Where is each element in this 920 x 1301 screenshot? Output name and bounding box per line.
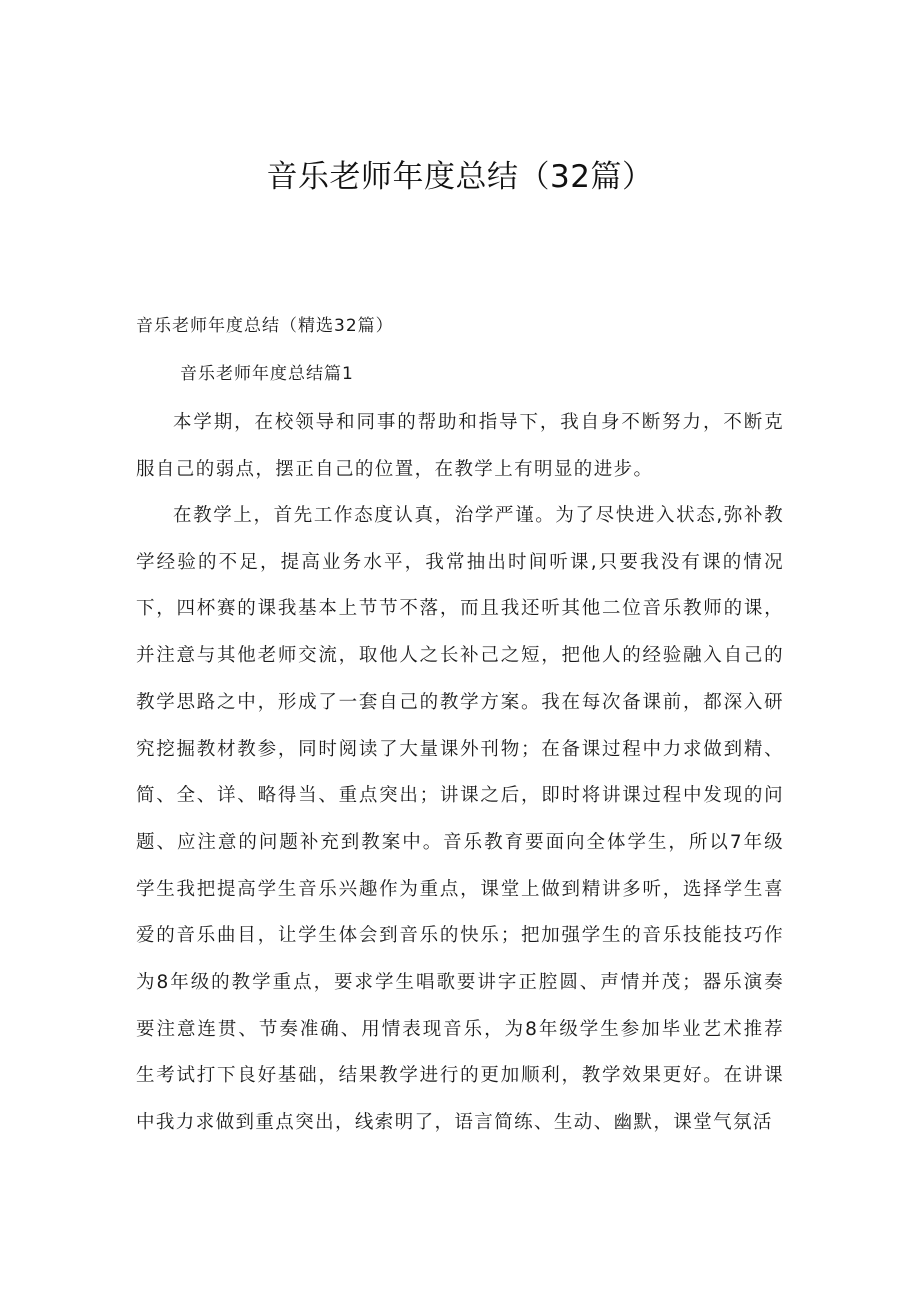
document-title: 音乐老师年度总结（32篇） [266, 159, 654, 195]
paragraph-2: 在教学上，首先工作态度认真，治学严谨。为了尽快进入状态,弥补教学经验的不足，提高业务水平，我常抽出时间听课,只要我没有课的情况下，四杯赛的课我基本上节节不落，而且我还听其他二位音乐教师的课，并注意与其他老师交流，取他人之长补己之短，把他人的经验融入自己的教学思路之中，形成了一套自己的教学方案。我在每次备课前，都深入研究挖掘教材教参，同时阅读了大量课外刊物；在备课过程中力求做到精、简、全、详、略得当、重点突出；讲课之后，即时将讲课过程中发现的问题、应注意的问题补充到教案中。音乐教育要面向全体学生，所以7年级学生我把提高学生音乐兴趣作为重点，课堂上做到精讲多听，选择学生喜爱的音乐曲目，让学生体会到音乐的快乐；把加强学生的音乐技能技巧作为8年级的教学重点，要求学生唱歌要讲字正腔圆、声情并茂；器乐演奏要注意连贯、节奏准确、用情表现音乐，为8年级学生参加毕业艺术推荐生考试打下良好基础，结果教学进行的更加顺利，教学效果更好。在讲课中我力求做到重点突出，线索明了，语言简练、生动、幽默，课堂气氛活 [136, 505, 784, 1134]
section-heading: 音乐老师年度总结篇1 [180, 364, 354, 384]
paragraph-1: 本学期，在校领导和同事的帮助和指导下，我自身不断努力，不断克服自己的弱点，摆正自己的位置，在教学上有明显的进步。 [136, 412, 784, 480]
document-subtitle: 音乐老师年度总结（精选32篇） [136, 316, 394, 336]
